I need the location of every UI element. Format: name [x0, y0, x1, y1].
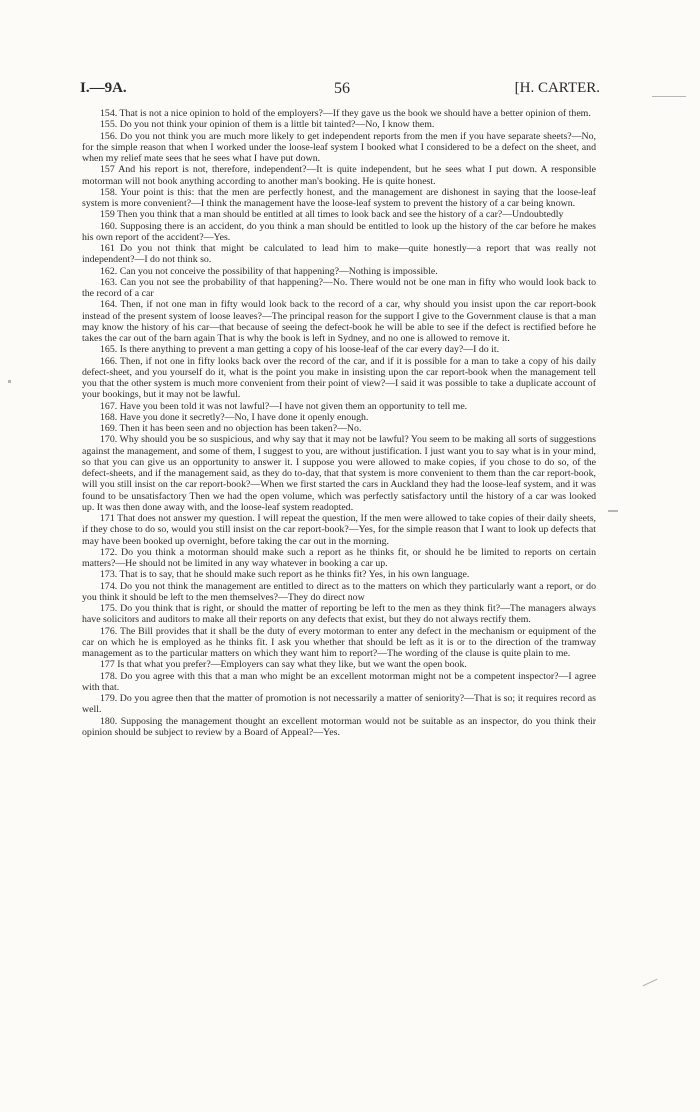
page-number: 56 [334, 80, 350, 97]
question-paragraph: 161 Do you not think that might be calculated to lead him to make—quite honestly—a report that was really not independent?—I do not think so. [82, 243, 596, 266]
witness-name: [H. CARTER. [514, 80, 600, 96]
question-paragraph: 165. Is there anything to prevent a man getting a copy of his loose-leaf of the car every day?—I do it. [100, 344, 500, 356]
page-header [80, 80, 600, 100]
question-paragraph: 166. Then, if not one in fifty looks back over the record of the car, and if it is possible for a man to take a copy of his daily defect-sheet, and you yourself do it, what is the point you make in insisting upon the car report-book when the management tell you that the other system is much more convenient from their point of view?—I said it was possible to take a duplicate account of your bookings, but it may not be lawful. [82, 355, 596, 401]
question-paragraph: 155. Do you not think your opinion of them is a little bit tainted?—No, I know them. [100, 119, 435, 131]
question-paragraph: 171 That does not answer my question. I will repeat the question, If the men were allowed to take copies of their daily sheets, if they chose to do so, would you still insist on the car report-book?—Yes, for the simple reason that I want to look up defects that may have been booked up overnight, before taking the car out in the morning. [82, 513, 596, 547]
question-paragraph: 160. Supposing there is an accident, do you think a man should be entitled to look up the history of the car before he makes his own report of the accident?—Yes. [82, 220, 596, 243]
question-paragraph: 178. Do you agree with this that a man who might be an excellent motorman might not be a competent inspector?—I agree with that. [82, 670, 596, 693]
margin-mark [643, 979, 658, 987]
margin-mark [8, 380, 11, 383]
question-paragraph: 180. Supposing the management thought an excellent motorman would not be suitable as an inspector, do you think their opinion should be subject to review by a Board of Appeal?—Yes. [82, 715, 596, 738]
question-paragraph: 173. That is to say, that he should make such report as he thinks fit? Yes, in his own language. [100, 569, 470, 581]
paper-reference: I.—9A. [80, 80, 127, 96]
question-paragraph: 169. Then it has been seen and no objection has been taken?—No. [100, 423, 362, 434]
question-paragraph: 159 Then you think that a man should be entitled at all times to look back and see the history of a car?—Undoubtedly [100, 209, 564, 221]
question-paragraph: 172. Do you think a motorman should make such a report as he thinks fit, or should he be limited to reports on certain matters?—He should not be limited in any way whatever in booking a car up. [82, 546, 596, 569]
question-paragraph: 164. Then, if not one man in fifty would look back to the record of a car, why should you insist upon the car report-book instead of the present system of loose leaves?—The principal reason for the support I give to the Government clause is that a man may know the history of his car—that because of seeing the defect-book he will be able to see if the defect is rectified before he takes the car out of the barn again That is why the book is left in Sydney, and no one is allowed to remove it. [82, 299, 596, 344]
question-paragraph: 154. That is not a nice opinion to hold of the employers?—If they gave us the book we should have a better opinion of them. [100, 108, 591, 119]
question-paragraph: 174. Do you not think the management are entitled to direct as to the matters on which they particularly want a report, or do you think it should be left to the men themselves?—They do direct now [82, 580, 596, 603]
question-paragraph: 177 Is that what you prefer?—Employers can say what they like, but we want the open book. [100, 659, 467, 671]
question-paragraph: 157 And his report is not, therefore, independent?—It is quite independent, but he sees what I put down. A responsible motorman will not book anything according to another man's booking. He is quite honest. [82, 164, 596, 187]
margin-mark [608, 510, 618, 512]
question-paragraph: 162. Can you not conceive the possibility of that happening?—Nothing is impossible. [100, 265, 438, 277]
question-paragraph: 179. Do you agree then that the matter of promotion is not necessarily a matter of seniority?—That is so; it requires record as well. [82, 693, 596, 716]
question-paragraph: 176. The Bill provides that it shall be the duty of every motorman to enter any defect in the mechanism or equipment of the car on which he is employed as he thinks fit. I ask you whether that should be left as it is or to the direction of the tramway management as to the particular matters on which they want him to report?—The wording of the clause is quite plain to me. [82, 625, 596, 659]
margin-mark [652, 96, 686, 97]
question-paragraph: 168. Have you done it secretly?—No, I have done it openly enough. [100, 411, 369, 423]
question-paragraph: 163. Can you not see the probability of that happening?—No. There would not be one man in fifty who would look back to the record of a car [82, 276, 596, 299]
question-paragraph: 158. Your point is this: that the men are perfectly honest, and the management are dishonest in saying that the loose-leaf system is more convenient?—I think the management have the loose-leaf system to prevent the history of a car being known. [82, 186, 596, 209]
question-paragraph: 170. Why should you be so suspicious, and why say that it may not be lawful? You seem to be making all sorts of suggestions against the management, and some of them, I suggest to you, are without justification. I just want you to say what is in your mind, so that you can give us an opportunity to answer it. I suppose you were allowed to make copies, if you chose to do so, of the defect-sheets, and if the management said, as they do to-day, that that system is more convenient to them than the car report-book, will you still insist on the car report-book?—When we first started the cars in Auckland they had the loose-leaf system, and it was found to be unsatisfactory Then we had the open volume, which was perfectly satisfactory until the history of a car was looked up. It was then done away with, and the loose-leaf system readopted. [82, 434, 596, 513]
transcript-body [82, 108, 596, 738]
question-paragraph: 175. Do you think that is right, or should the matter of reporting be left to the men as they think fit?—The managers always have solicitors and auditors to make all their reports on any defects that exist, but they do not always rectify them. [82, 603, 596, 626]
question-paragraph: 167. Have you been told it was not lawful?—I have not given them an opportunity to tell me. [100, 400, 468, 412]
question-paragraph: 156. Do you not think you are much more likely to get independent reports from the men if you have separate sheets?—No, for the simple reason that when I worked under the loose-leaf system I booked what I considered to be a defect on the sheet, and when my relief mate sees that he sees what I have put down. [82, 130, 596, 164]
